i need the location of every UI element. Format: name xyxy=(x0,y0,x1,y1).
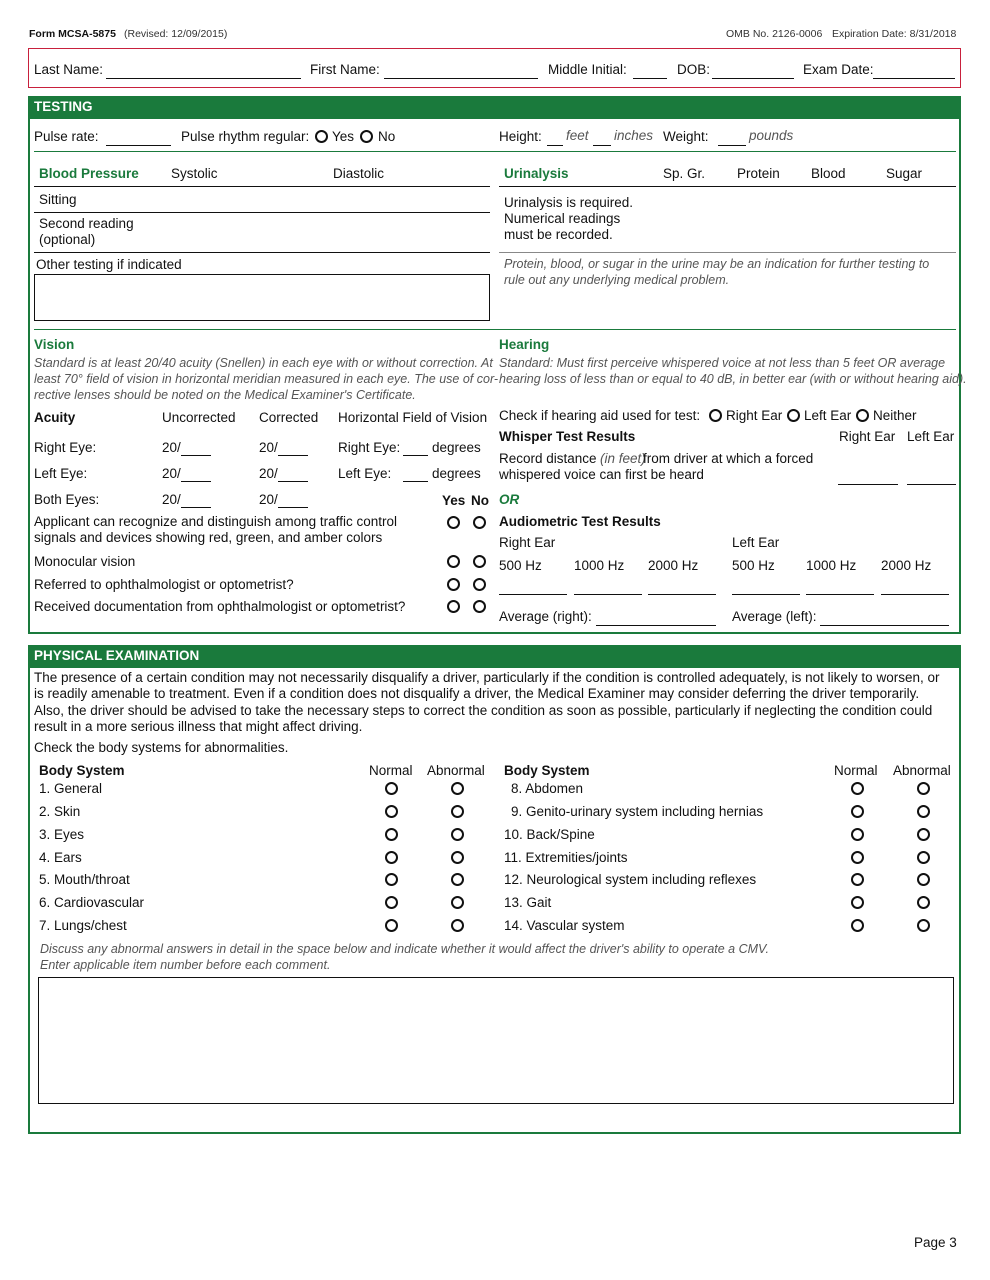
divider xyxy=(499,252,956,253)
right-1000hz-label: 1000 Hz xyxy=(574,558,625,573)
neurological-normal-radio[interactable] xyxy=(851,873,864,886)
urinalysis-title: Urinalysis xyxy=(504,166,569,181)
sugar-header: Sugar xyxy=(886,166,923,181)
second-reading-label: Second reading xyxy=(39,216,134,231)
skin-normal-radio[interactable] xyxy=(385,805,398,818)
abdomen-normal-radio[interactable] xyxy=(851,782,864,795)
back-spine-abnormal-radio[interactable] xyxy=(917,828,930,841)
record-distance-2: whispered voice can first be heard xyxy=(499,467,704,482)
last-name-field[interactable] xyxy=(106,78,301,79)
body-system-item: 1. General xyxy=(39,781,103,796)
height-feet-field[interactable] xyxy=(547,145,563,146)
hearing-standard-1: Standard: Must first perceive whispered voice at not less than 5 feet OR average xyxy=(499,356,946,370)
or-label: OR xyxy=(499,492,520,507)
pulse-rhythm-yes-label: Yes xyxy=(332,129,355,144)
average-left-label: Average (left): xyxy=(732,609,817,624)
omb-number: OMB No. 2126-0006 xyxy=(726,28,823,40)
body-system-header-right: Body System xyxy=(504,763,590,778)
whisper-left-ear-header: Left Ear xyxy=(907,429,955,444)
whisper-test-title: Whisper Test Results xyxy=(499,429,636,444)
height-inches-field[interactable] xyxy=(593,145,611,146)
left-eye-label: Left Eye: xyxy=(34,466,88,481)
urinalysis-note-1: Protein, blood, or sugar in the urine may be an indication for further testing to xyxy=(504,257,930,271)
abnormal-header-right: Abnormal xyxy=(893,763,951,778)
physical-para-2: is readily amenable to treatment. Even if a condition does not disqualify a driver, the Medical Examiner may consider deferring the driver temporarily. xyxy=(34,686,920,701)
both-eyes-label: Both Eyes: xyxy=(34,492,100,507)
no-column-header: No xyxy=(471,493,489,508)
genito-urinary-abnormal-radio[interactable] xyxy=(917,805,930,818)
physical-exam-header: PHYSICAL EXAMINATION xyxy=(28,645,961,668)
divider xyxy=(34,252,490,253)
eyes-normal-radio[interactable] xyxy=(385,828,398,841)
urinalysis-required-3: must be recorded. xyxy=(504,227,613,242)
body-system-item: 10. Back/Spine xyxy=(504,827,595,842)
right-eye-label: Right Eye: xyxy=(34,440,97,455)
weight-label: Weight: xyxy=(663,129,709,144)
hfov-header: Horizontal Field of Vision xyxy=(338,410,488,425)
feet-unit: feet xyxy=(566,128,589,143)
hearing-aid-left-label: Left Ear xyxy=(804,408,852,423)
testing-header: TESTING xyxy=(28,96,961,119)
left-2000hz-label: 2000 Hz xyxy=(881,558,932,573)
pounds-unit: pounds xyxy=(749,128,794,143)
back-spine-normal-radio[interactable] xyxy=(851,828,864,841)
sitting-label: Sitting xyxy=(39,192,77,207)
urinalysis-required-1: Urinalysis is required. xyxy=(504,195,634,210)
physical-para-3: Also, the driver should be advised to take the necessary steps to correct the condition as soon as possible, particularly if neglecting the condition could xyxy=(34,703,933,718)
left-500hz-field[interactable] xyxy=(732,594,800,595)
vision-standard-3: rective lenses should be noted on the Medical Examiner's Certificate. xyxy=(34,388,416,402)
degrees-unit: degrees xyxy=(432,440,481,455)
body-system-header-left: Body System xyxy=(39,763,125,778)
hearing-aid-neither-label: Neither xyxy=(873,408,917,423)
color-recognition-yes-radio[interactable] xyxy=(447,516,460,529)
twenty-prefix: 20/ xyxy=(259,466,278,481)
pulse-rhythm-yes-radio[interactable] xyxy=(315,130,328,143)
twenty-prefix: 20/ xyxy=(162,466,181,481)
audiometric-title: Audiometric Test Results xyxy=(499,514,661,529)
hearing-standard-2: hearing loss of less than or equal to 40 dB, in better ear (with or without hearing aid). xyxy=(499,372,967,386)
check-body-systems: Check the body systems for abnormalities. xyxy=(34,740,289,755)
extremities-abnormal-radio[interactable] xyxy=(917,851,930,864)
degrees-unit: degrees xyxy=(432,466,481,481)
yes-column-header: Yes xyxy=(442,493,466,508)
record-distance-a: Record distance xyxy=(499,451,597,466)
left-500hz-label: 500 Hz xyxy=(732,558,775,573)
left-eye-corrected-field[interactable] xyxy=(278,481,308,482)
body-system-item: 7. Lungs/chest xyxy=(39,918,127,933)
sp-gr-header: Sp. Gr. xyxy=(663,166,706,181)
mouth-throat-abnormal-radio[interactable] xyxy=(451,873,464,886)
right-1000hz-field[interactable] xyxy=(574,594,642,595)
body-system-item: 9. Genito-urinary system including hernias xyxy=(511,804,764,819)
mouth-throat-normal-radio[interactable] xyxy=(385,873,398,886)
dob-field[interactable] xyxy=(712,78,794,79)
vision-standard-2: least 70° field of vision in horizontal meridian measured in each eye. The use of cor- xyxy=(34,372,499,386)
hearing-aid-right-label: Right Ear xyxy=(726,408,783,423)
right-eye-hfov-label: Right Eye: xyxy=(338,440,401,455)
diastolic-header: Diastolic xyxy=(333,166,385,181)
twenty-prefix: 20/ xyxy=(162,440,181,455)
body-system-item: 12. Neurological system including reflexes xyxy=(504,872,757,887)
other-testing-box[interactable] xyxy=(34,274,490,321)
vision-standard-1: Standard is at least 20/40 acuity (Snellen) in each eye with or without correction. At xyxy=(34,356,493,370)
average-left-field[interactable] xyxy=(820,625,949,626)
record-distance-b: from driver at which a forced xyxy=(643,451,814,466)
gait-normal-radio[interactable] xyxy=(851,896,864,909)
divider xyxy=(34,329,956,330)
average-right-field[interactable] xyxy=(596,625,716,626)
blood-header: Blood xyxy=(811,166,846,181)
audiometric-left-ear: Left Ear xyxy=(732,535,780,550)
middle-initial-field[interactable] xyxy=(633,78,667,79)
physical-para-4: result in a more serious illness that might affect driving. xyxy=(34,719,363,734)
neurological-abnormal-radio[interactable] xyxy=(917,873,930,886)
vascular-abnormal-radio[interactable] xyxy=(917,919,930,932)
first-name-field[interactable] xyxy=(384,78,538,79)
monocular-vision-question: Monocular vision xyxy=(34,554,136,569)
systolic-header: Systolic xyxy=(171,166,218,181)
revised-date: (Revised: 12/09/2015) xyxy=(124,28,228,40)
exam-date-field[interactable] xyxy=(873,78,955,79)
pulse-rhythm-no-label: No xyxy=(378,129,396,144)
skin-abnormal-radio[interactable] xyxy=(451,805,464,818)
first-name-label: First Name: xyxy=(310,62,380,77)
pulse-rate-label: Pulse rate: xyxy=(34,129,99,144)
documentation-no-radio[interactable] xyxy=(473,600,486,613)
right-2000hz-label: 2000 Hz xyxy=(648,558,699,573)
discuss-instruction-2: Enter applicable item number before each comment. xyxy=(40,958,331,972)
form-number: Form MCSA-5875 xyxy=(29,28,116,40)
normal-header-left: Normal xyxy=(369,763,413,778)
left-eye-uncorrected-field[interactable] xyxy=(181,481,211,482)
pulse-rate-field[interactable] xyxy=(106,145,171,146)
color-recognition-question-1: Applicant can recognize and distinguish among traffic control xyxy=(34,514,397,529)
weight-field[interactable] xyxy=(718,145,746,146)
gait-abnormal-radio[interactable] xyxy=(917,896,930,909)
both-eyes-uncorrected-field[interactable] xyxy=(181,507,211,508)
left-1000hz-label: 1000 Hz xyxy=(806,558,857,573)
right-eye-hfov-field[interactable] xyxy=(403,455,428,456)
record-distance-in-feet: (in feet) xyxy=(600,451,646,466)
referred-question: Referred to ophthalmologist or optometrist? xyxy=(34,577,294,592)
urinalysis-required-2: Numerical readings xyxy=(504,211,621,226)
general-normal-radio[interactable] xyxy=(385,782,398,795)
body-system-item: 14. Vascular system xyxy=(504,918,625,933)
both-eyes-corrected-field[interactable] xyxy=(278,507,308,508)
body-system-item: 8. Abdomen xyxy=(511,781,584,796)
hearing-aid-left-radio[interactable] xyxy=(787,409,800,422)
twenty-prefix: 20/ xyxy=(259,440,278,455)
abdomen-abnormal-radio[interactable] xyxy=(917,782,930,795)
body-system-item: 4. Ears xyxy=(39,850,82,865)
twenty-prefix: 20/ xyxy=(162,492,181,507)
monocular-no-radio[interactable] xyxy=(473,555,486,568)
body-system-item: 3. Eyes xyxy=(39,827,85,842)
lungs-chest-normal-radio[interactable] xyxy=(385,919,398,932)
expiration-date: Expiration Date: 8/31/2018 xyxy=(832,28,957,40)
dob-label: DOB: xyxy=(677,62,711,77)
whisper-left-field[interactable] xyxy=(907,484,956,485)
divider xyxy=(34,212,490,213)
whisper-right-ear-header: Right Ear xyxy=(839,429,896,444)
hearing-aid-label: Check if hearing aid used for test: xyxy=(499,408,701,423)
cardiovascular-normal-radio[interactable] xyxy=(385,896,398,909)
hearing-aid-neither-radio[interactable] xyxy=(856,409,869,422)
vision-title: Vision xyxy=(34,337,75,352)
average-right-label: Average (right): xyxy=(499,609,592,624)
right-2000hz-field[interactable] xyxy=(648,594,716,595)
inches-unit: inches xyxy=(614,128,654,143)
extremities-normal-radio[interactable] xyxy=(851,851,864,864)
cardiovascular-abnormal-radio[interactable] xyxy=(451,896,464,909)
page-number: Page 3 xyxy=(914,1235,957,1250)
body-system-item: 2. Skin xyxy=(39,804,81,819)
body-system-item: 13. Gait xyxy=(504,895,552,910)
uncorrected-header: Uncorrected xyxy=(162,410,236,425)
left-eye-hfov-label: Left Eye: xyxy=(338,466,392,481)
referred-no-radio[interactable] xyxy=(473,578,486,591)
left-eye-hfov-field[interactable] xyxy=(403,481,428,482)
discuss-comments-box[interactable] xyxy=(38,977,954,1104)
color-recognition-no-radio[interactable] xyxy=(473,516,486,529)
other-testing-label: Other testing if indicated xyxy=(36,257,182,272)
vascular-normal-radio[interactable] xyxy=(851,919,864,932)
left-1000hz-field[interactable] xyxy=(806,594,874,595)
physical-para-1: The presence of a certain condition may not necessarily disqualify a driver, particularly if the condition is controlled adequately, is not likely to worsen, or xyxy=(34,670,940,685)
discuss-instruction-1: Discuss any abnormal answers in detail in the space below and indicate whether it would affect the driver's ability to operate a CMV. xyxy=(40,942,769,956)
pulse-rhythm-no-radio[interactable] xyxy=(360,130,373,143)
blood-pressure-title: Blood Pressure xyxy=(39,166,139,181)
acuity-header: Acuity xyxy=(34,410,76,425)
genito-urinary-normal-radio[interactable] xyxy=(851,805,864,818)
second-reading-optional: (optional) xyxy=(39,232,96,247)
normal-header-right: Normal xyxy=(834,763,878,778)
height-label: Height: xyxy=(499,129,542,144)
middle-initial-label: Middle Initial: xyxy=(548,62,627,77)
color-recognition-question-2: signals and devices showing red, green, and amber colors xyxy=(34,530,383,545)
monocular-yes-radio[interactable] xyxy=(447,555,460,568)
audiometric-right-ear: Right Ear xyxy=(499,535,556,550)
body-system-item: 6. Cardiovascular xyxy=(39,895,145,910)
general-abnormal-radio[interactable] xyxy=(451,782,464,795)
divider xyxy=(34,151,956,152)
twenty-prefix: 20/ xyxy=(259,492,278,507)
referred-yes-radio[interactable] xyxy=(447,578,460,591)
documentation-question: Received documentation from ophthalmologist or optometrist? xyxy=(34,599,406,614)
hearing-aid-right-radio[interactable] xyxy=(709,409,722,422)
eyes-abnormal-radio[interactable] xyxy=(451,828,464,841)
exam-date-label: Exam Date: xyxy=(803,62,874,77)
right-500hz-label: 500 Hz xyxy=(499,558,542,573)
documentation-yes-radio[interactable] xyxy=(447,600,460,613)
pulse-rhythm-label: Pulse rhythm regular: xyxy=(181,129,310,144)
ears-abnormal-radio[interactable] xyxy=(451,851,464,864)
corrected-header: Corrected xyxy=(259,410,319,425)
left-2000hz-field[interactable] xyxy=(881,594,949,595)
last-name-label: Last Name: xyxy=(34,62,104,77)
ears-normal-radio[interactable] xyxy=(385,851,398,864)
protein-header: Protein xyxy=(737,166,780,181)
right-eye-uncorrected-field[interactable] xyxy=(181,455,211,456)
whisper-right-field[interactable] xyxy=(838,484,898,485)
right-500hz-field[interactable] xyxy=(499,594,567,595)
hearing-title: Hearing xyxy=(499,337,550,352)
abnormal-header-left: Abnormal xyxy=(427,763,485,778)
divider xyxy=(34,186,490,187)
urinalysis-note-2: rule out any underlying medical problem. xyxy=(504,273,730,287)
divider xyxy=(499,186,956,187)
body-system-item: 11. Extremities/joints xyxy=(504,850,628,865)
right-eye-corrected-field[interactable] xyxy=(278,455,308,456)
lungs-chest-abnormal-radio[interactable] xyxy=(451,919,464,932)
body-system-item: 5. Mouth/throat xyxy=(39,872,130,887)
